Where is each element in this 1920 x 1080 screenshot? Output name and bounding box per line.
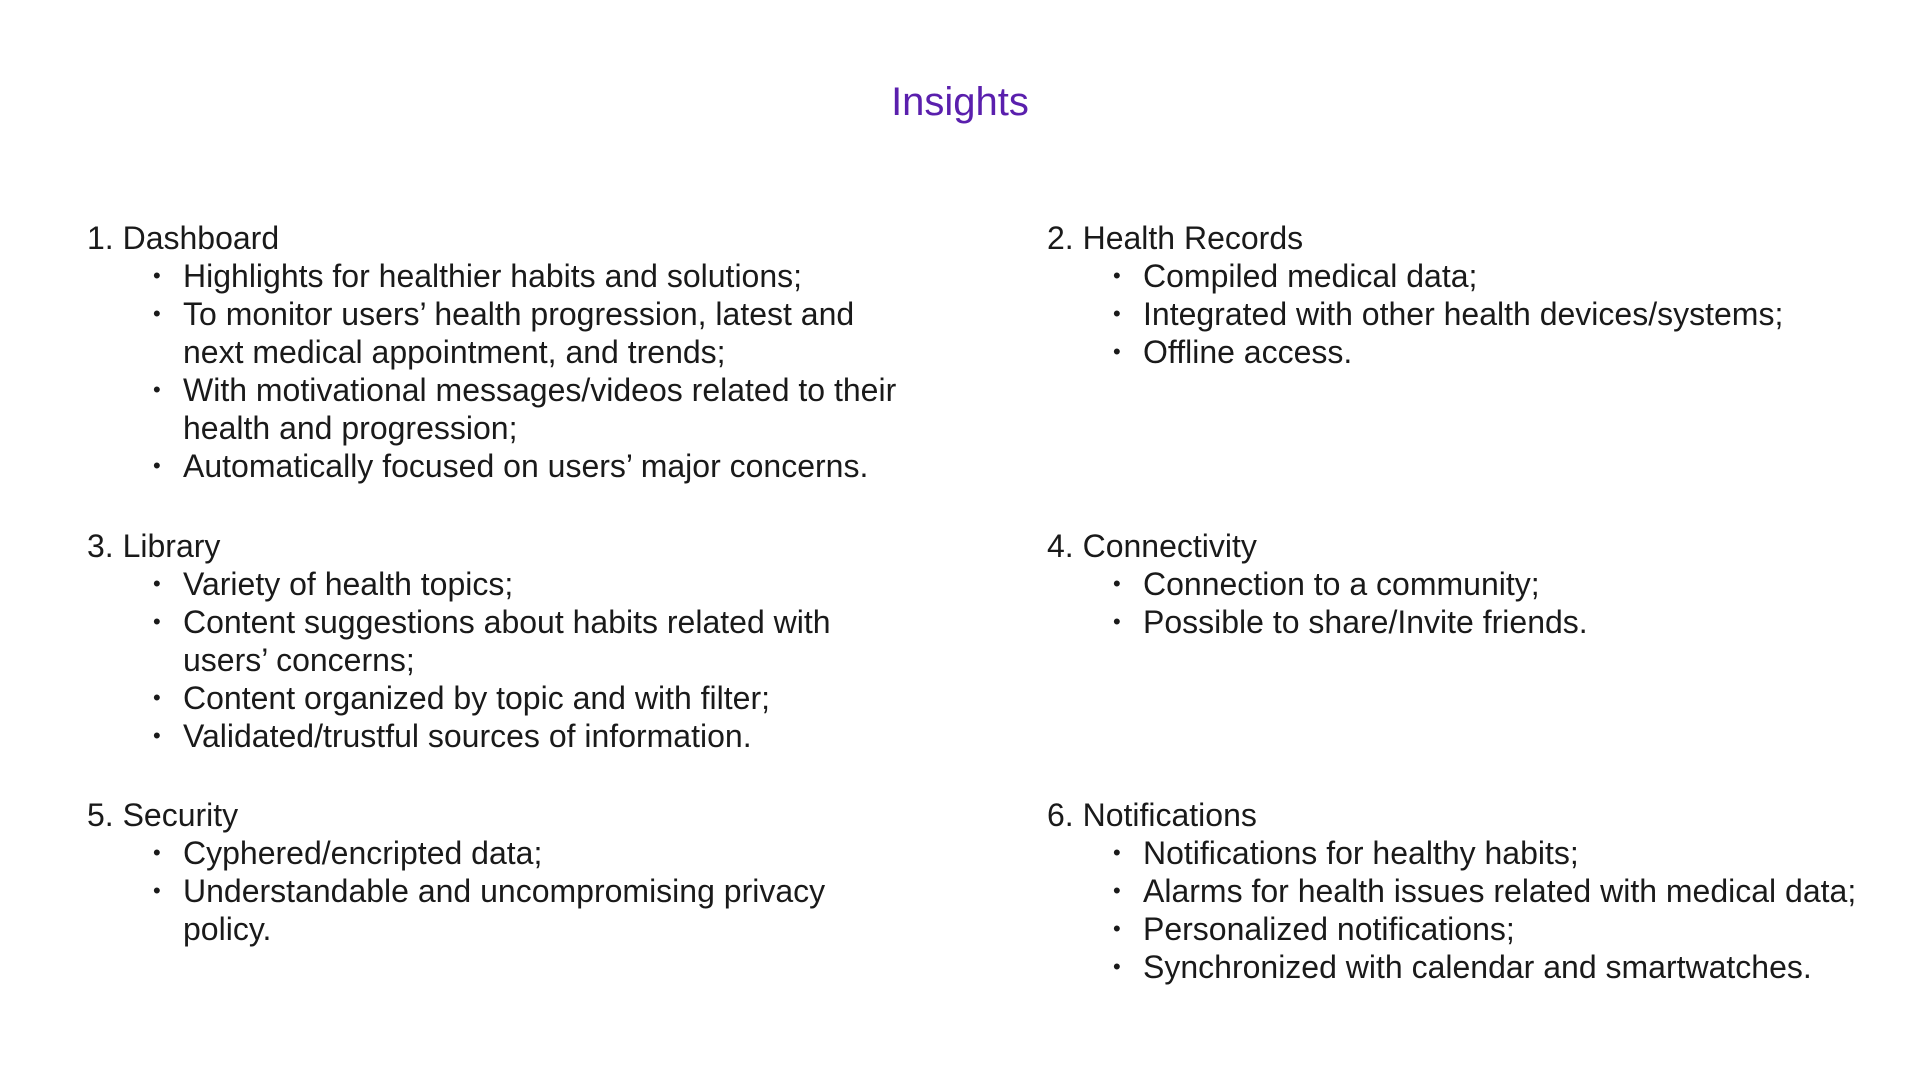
bullet-icon: • [153,878,161,903]
bullet-icon: • [1113,301,1121,326]
bullet-icon: • [1113,954,1121,979]
list-item-text: Offline access. [1143,334,1353,370]
list-item [1113,834,1887,872]
section-heading: 4. Connectivity [1047,528,1257,564]
list-item-text: Alarms for health issues related with medical data; [1143,873,1857,909]
page-title: Insights [891,80,1029,124]
section-heading: 2. Health Records [1047,220,1304,256]
list-item [1113,333,1867,371]
bullet-icon: • [153,571,161,596]
bullet-icon: • [1113,878,1121,903]
bullet-icon: • [1113,609,1121,634]
section-heading: 1. Dashboard [87,220,280,256]
list-item-text: Understandable and uncompromising privacy policy. [183,873,826,947]
list-item-text: Connection to a community; [1143,566,1540,602]
list-item [1113,257,1867,295]
bullet-icon: • [153,301,161,326]
bullet-list [87,257,907,485]
bullet-icon: • [153,685,161,710]
list-item [153,603,907,679]
section-3 [87,527,907,755]
list-item [1113,295,1867,333]
bullet-icon: • [153,723,161,748]
list-item [1113,565,1867,603]
list-item-text: Integrated with other health devices/systems; [1143,296,1784,332]
bullet-list [87,834,907,948]
section-5 [87,796,907,948]
list-item-text: Validated/trustful sources of information. [183,718,752,754]
list-item [1113,910,1887,948]
list-item [153,295,907,371]
list-item-text: Compiled medical data; [1143,258,1478,294]
section-heading: 5. Security [87,797,239,833]
bullet-icon: • [153,377,161,402]
list-item-text: Personalized notifications; [1143,911,1515,947]
list-item-text: With motivational messages/videos related to their health and progression; [183,372,897,446]
list-item-text: Cyphered/encripted data; [183,835,543,871]
section-heading: 6. Notifications [1047,797,1257,833]
list-item [153,872,907,948]
bullet-list [1047,565,1867,641]
list-item [1113,948,1887,986]
section-6 [1047,796,1887,986]
list-item [153,565,907,603]
list-item-text: Content suggestions about habits related with users’ concerns; [183,604,831,678]
list-item [1113,872,1887,910]
list-item-text: Synchronized with calendar and smartwatches. [1143,949,1812,985]
list-item-text: Highlights for healthier habits and solutions; [183,258,803,294]
bullet-icon: • [1113,339,1121,364]
list-item-text: Possible to share/Invite friends. [1143,604,1588,640]
list-item [153,834,907,872]
bullet-icon: • [153,609,161,634]
list-item-text: Automatically focused on users’ major concerns. [183,448,869,484]
bullet-icon: • [153,840,161,865]
list-item-text: Content organized by topic and with filter; [183,680,770,716]
section-4 [1047,527,1867,641]
section-2 [1047,219,1867,371]
bullet-icon: • [1113,571,1121,596]
section-heading: 3. Library [87,528,221,564]
bullet-list [1047,257,1867,371]
list-item-text: Notifications for healthy habits; [1143,835,1579,871]
section-1 [87,219,907,485]
bullet-icon: • [153,453,161,478]
list-item [153,447,907,485]
bullet-icon: • [1113,840,1121,865]
list-item [153,371,907,447]
list-item [153,679,907,717]
list-item-text: To monitor users’ health progression, latest and next medical appointment, and trends; [183,296,855,370]
list-item-text: Variety of health topics; [183,566,514,602]
bullet-icon: • [1113,263,1121,288]
list-item [153,257,907,295]
bullet-icon: • [153,263,161,288]
bullet-list [87,565,907,755]
list-item [1113,603,1867,641]
bullet-list [1047,834,1887,986]
bullet-icon: • [1113,916,1121,941]
list-item [153,717,907,755]
